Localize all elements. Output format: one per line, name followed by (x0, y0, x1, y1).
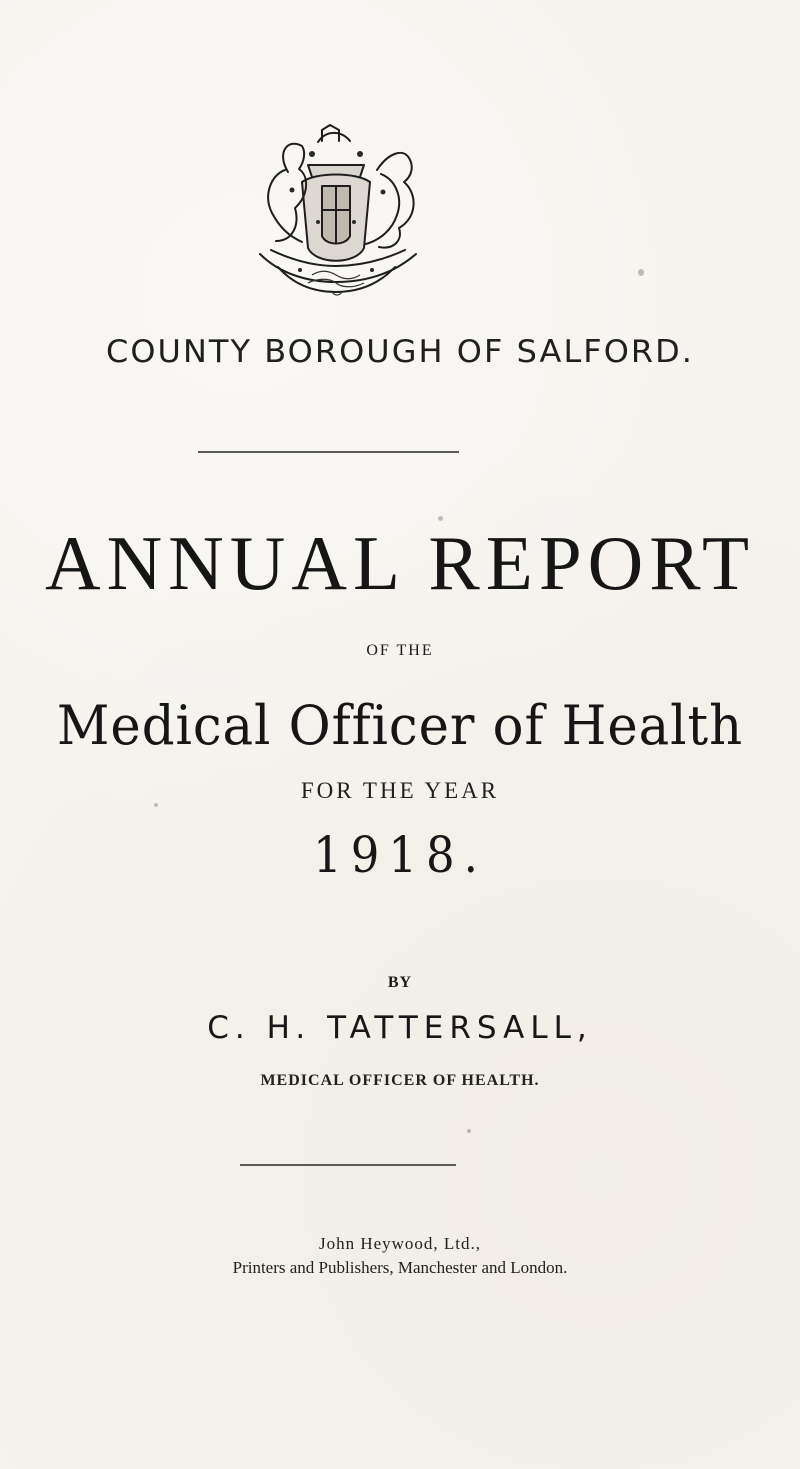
salford-coat-of-arms-icon (238, 110, 434, 305)
author-title: MEDICAL OFFICER OF HEALTH. (260, 1072, 540, 1089)
subtitle: Medical Officer of Health (56, 694, 744, 757)
ink-spot (154, 803, 158, 807)
publisher-details: Printers and Publishers, Manchester and London. (232, 1258, 568, 1277)
top-divider (198, 451, 459, 453)
ink-spot (467, 1129, 471, 1133)
by-label: BY (387, 974, 413, 991)
of-the-label: OF THE (366, 642, 434, 659)
report-year: 1918. (313, 826, 487, 884)
author-name: C. H. TATTERSALL, (207, 1010, 593, 1046)
ink-spot (438, 516, 443, 521)
report-title: ANNUAL REPORT (44, 520, 756, 606)
ink-spot (638, 269, 644, 276)
county-heading: COUNTY BOROUGH OF SALFORD. (105, 334, 695, 370)
publisher-name: John Heywood, Ltd., (318, 1234, 482, 1253)
bottom-divider (240, 1164, 456, 1166)
for-the-year-label: FOR THE YEAR (300, 778, 500, 803)
